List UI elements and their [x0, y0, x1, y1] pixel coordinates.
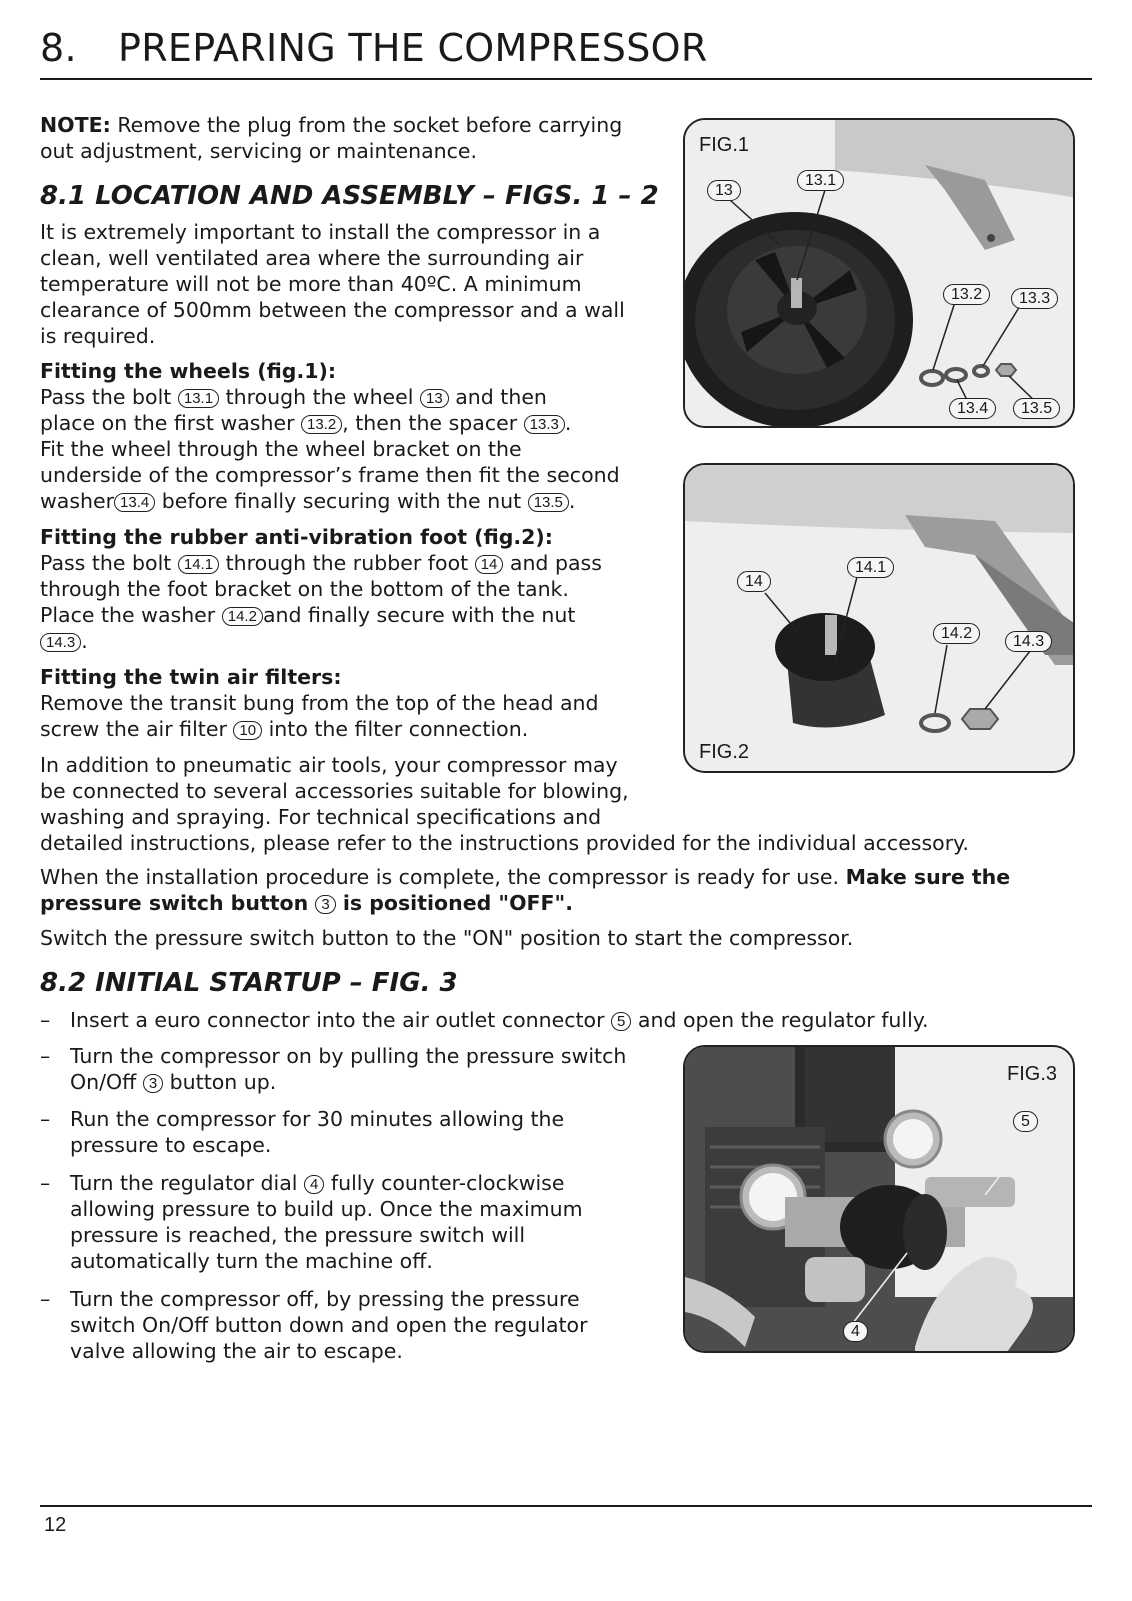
figure-label: FIG.2 — [699, 741, 750, 763]
regulator-illustration — [685, 1047, 1075, 1353]
callout-ref: 13.2 — [301, 415, 342, 434]
note-paragraph — [40, 112, 622, 164]
page-number: 12 — [44, 1514, 67, 1536]
list-item — [40, 1106, 564, 1158]
location-paragraph — [40, 219, 625, 349]
text-line: valve allowing the air to escape. — [70, 1339, 403, 1363]
bullet-dash: – — [40, 1008, 51, 1032]
text-line: allowing pressure to build up. Once the maximum — [70, 1197, 583, 1221]
callout-ref: 13.3 — [524, 415, 565, 434]
text-line: clean, well ventilated area where the surrounding air — [40, 246, 584, 270]
callout-ref: 13.4 — [114, 493, 155, 512]
text-line: be connected to several accessories suitable for blowing, — [40, 779, 629, 803]
text-line: clearance of 500mm between the compressor and a wall — [40, 298, 625, 322]
bullet-dash: – — [40, 1287, 51, 1311]
callout-ref: 14.1 — [178, 555, 219, 574]
foot-paragraph — [40, 524, 602, 654]
bullet-dash: – — [40, 1171, 51, 1195]
text-line: washing and spraying. For technical specifications and — [40, 805, 602, 829]
text-line: pressure is reached, the pressure switch will — [70, 1223, 526, 1247]
callout-13-2: 13.2 — [943, 284, 990, 305]
wheels-paragraph — [40, 358, 620, 514]
text-line: temperature will not be more than 40ºC. A minimum — [40, 272, 582, 296]
bullet-dash: – — [40, 1107, 51, 1131]
callout-13-5: 13.5 — [1013, 398, 1060, 419]
wheels-heading: Fitting the wheels (fig.1): — [40, 359, 337, 383]
bullet-dash: – — [40, 1044, 51, 1068]
text-line: Turn the compressor off, by pressing the pressure — [70, 1287, 580, 1311]
note-label: NOTE: — [40, 113, 111, 137]
text-line: pressure switch button 3 is positioned "OFF". — [40, 891, 574, 915]
callout-ref: 13.1 — [178, 389, 219, 408]
callout-4: 4 — [843, 1321, 868, 1342]
text-line: Pass the bolt 14.1 through the rubber foot 14 and pass — [40, 551, 602, 575]
text-line: is required. — [40, 324, 156, 348]
text-line: place on the first washer 13.2 , then the spacer 13.3 . — [40, 411, 572, 435]
list-item — [40, 1170, 583, 1274]
figure-1 — [683, 118, 1075, 428]
figure-label: FIG.3 — [1007, 1063, 1058, 1085]
callout-ref: 3 — [143, 1074, 163, 1093]
text-line: screw the air filter 10 into the filter connection. — [40, 717, 529, 741]
callout-13-4: 13.4 — [949, 398, 996, 419]
text-line: Remove the transit bung from the top of the head and — [40, 691, 599, 715]
callout-ref: 14.2 — [222, 607, 263, 626]
text-line: Fit the wheel through the wheel bracket on the — [40, 437, 522, 461]
text-line: Turn the compressor on by pulling the pressure switch — [70, 1044, 627, 1068]
callout-ref: 14.3 — [40, 633, 81, 652]
list-item — [40, 1286, 588, 1364]
note-line: out adjustment, servicing or maintenance. — [40, 139, 478, 163]
text-line: underside of the compressor’s frame then fit the second — [40, 463, 620, 487]
list-item — [40, 1007, 929, 1033]
callout-ref: 13.5 — [528, 493, 569, 512]
switch-on-paragraph: Switch the pressure switch button to the "ON" position to start the compressor. — [40, 926, 854, 950]
callout-14-2: 14.2 — [933, 623, 980, 644]
callout-ref: 3 — [315, 895, 335, 914]
callout-13-1: 13.1 — [797, 170, 844, 191]
list-item — [40, 1043, 626, 1095]
text-line: through the foot bracket on the bottom of the tank. — [40, 577, 569, 601]
figure-2 — [683, 463, 1075, 773]
callout-5: 5 — [1013, 1111, 1038, 1132]
callout-ref: 10 — [233, 721, 262, 740]
text-line: switch On/Off button down and open the regulator — [70, 1313, 588, 1337]
footer-rule — [40, 1505, 1092, 1507]
text-line: Run the compressor for 30 minutes allowing the — [70, 1107, 565, 1131]
text-line: Place the washer 14.2 and finally secure with the nut — [40, 603, 576, 627]
section-number: 8. — [40, 26, 77, 70]
text-line: washer 13.4 before finally securing with the nut 13.5 . — [40, 489, 576, 513]
text-line: automatically turn the machine off. — [70, 1249, 433, 1273]
callout-ref: 14 — [475, 555, 504, 574]
text-line: Turn the regulator dial 4 fully counter-clockwise — [70, 1171, 565, 1195]
complete-paragraph — [40, 864, 1100, 916]
callout-ref: 4 — [304, 1175, 324, 1194]
section-heading-8-2: 8.2 INITIAL STARTUP – FIG. 3 — [40, 968, 458, 998]
text-line: In addition to pneumatic air tools, your compressor may — [40, 753, 618, 777]
text-line: detailed instructions, please refer to the instructions provided for the individual accessory. — [40, 831, 969, 855]
text-line: It is extremely important to install the compressor in a — [40, 220, 601, 244]
text-line: pressure to escape. — [70, 1133, 272, 1157]
callout-13: 13 — [707, 180, 741, 201]
figure-label: FIG.1 — [699, 134, 750, 156]
page-title — [40, 26, 1092, 80]
callout-14-1: 14.1 — [847, 557, 894, 578]
wheel-illustration — [685, 120, 1075, 428]
callout-ref: 13 — [420, 389, 449, 408]
note-line: Remove the plug from the socket before carrying — [117, 113, 623, 137]
callout-ref: 5 — [611, 1012, 631, 1031]
text-line: On/Off 3 button up. — [70, 1070, 277, 1094]
callout-13-3: 13.3 — [1011, 288, 1058, 309]
text-line: Pass the bolt 13.1 through the wheel 13 and then — [40, 385, 547, 409]
figure-3 — [683, 1045, 1075, 1353]
foot-heading: Fitting the rubber anti-vibration foot (fig.2): — [40, 525, 553, 549]
filters-paragraph — [40, 664, 599, 742]
text-line: Insert a euro connector into the air outlet connector 5 and open the regulator fully. — [70, 1008, 929, 1032]
callout-14: 14 — [737, 571, 771, 592]
section-heading-8-1: 8.1 LOCATION AND ASSEMBLY – FIGS. 1 – 2 — [40, 181, 659, 211]
text-line: When the installation procedure is complete, the compressor is ready for use. Make sure the — [40, 865, 1011, 889]
callout-14-3: 14.3 — [1005, 631, 1052, 652]
filters-heading: Fitting the twin air filters: — [40, 665, 342, 689]
text-line: 14.3 . — [40, 628, 602, 654]
title-text: PREPARING THE COMPRESSOR — [118, 26, 708, 70]
rubber-foot-illustration — [685, 465, 1075, 773]
